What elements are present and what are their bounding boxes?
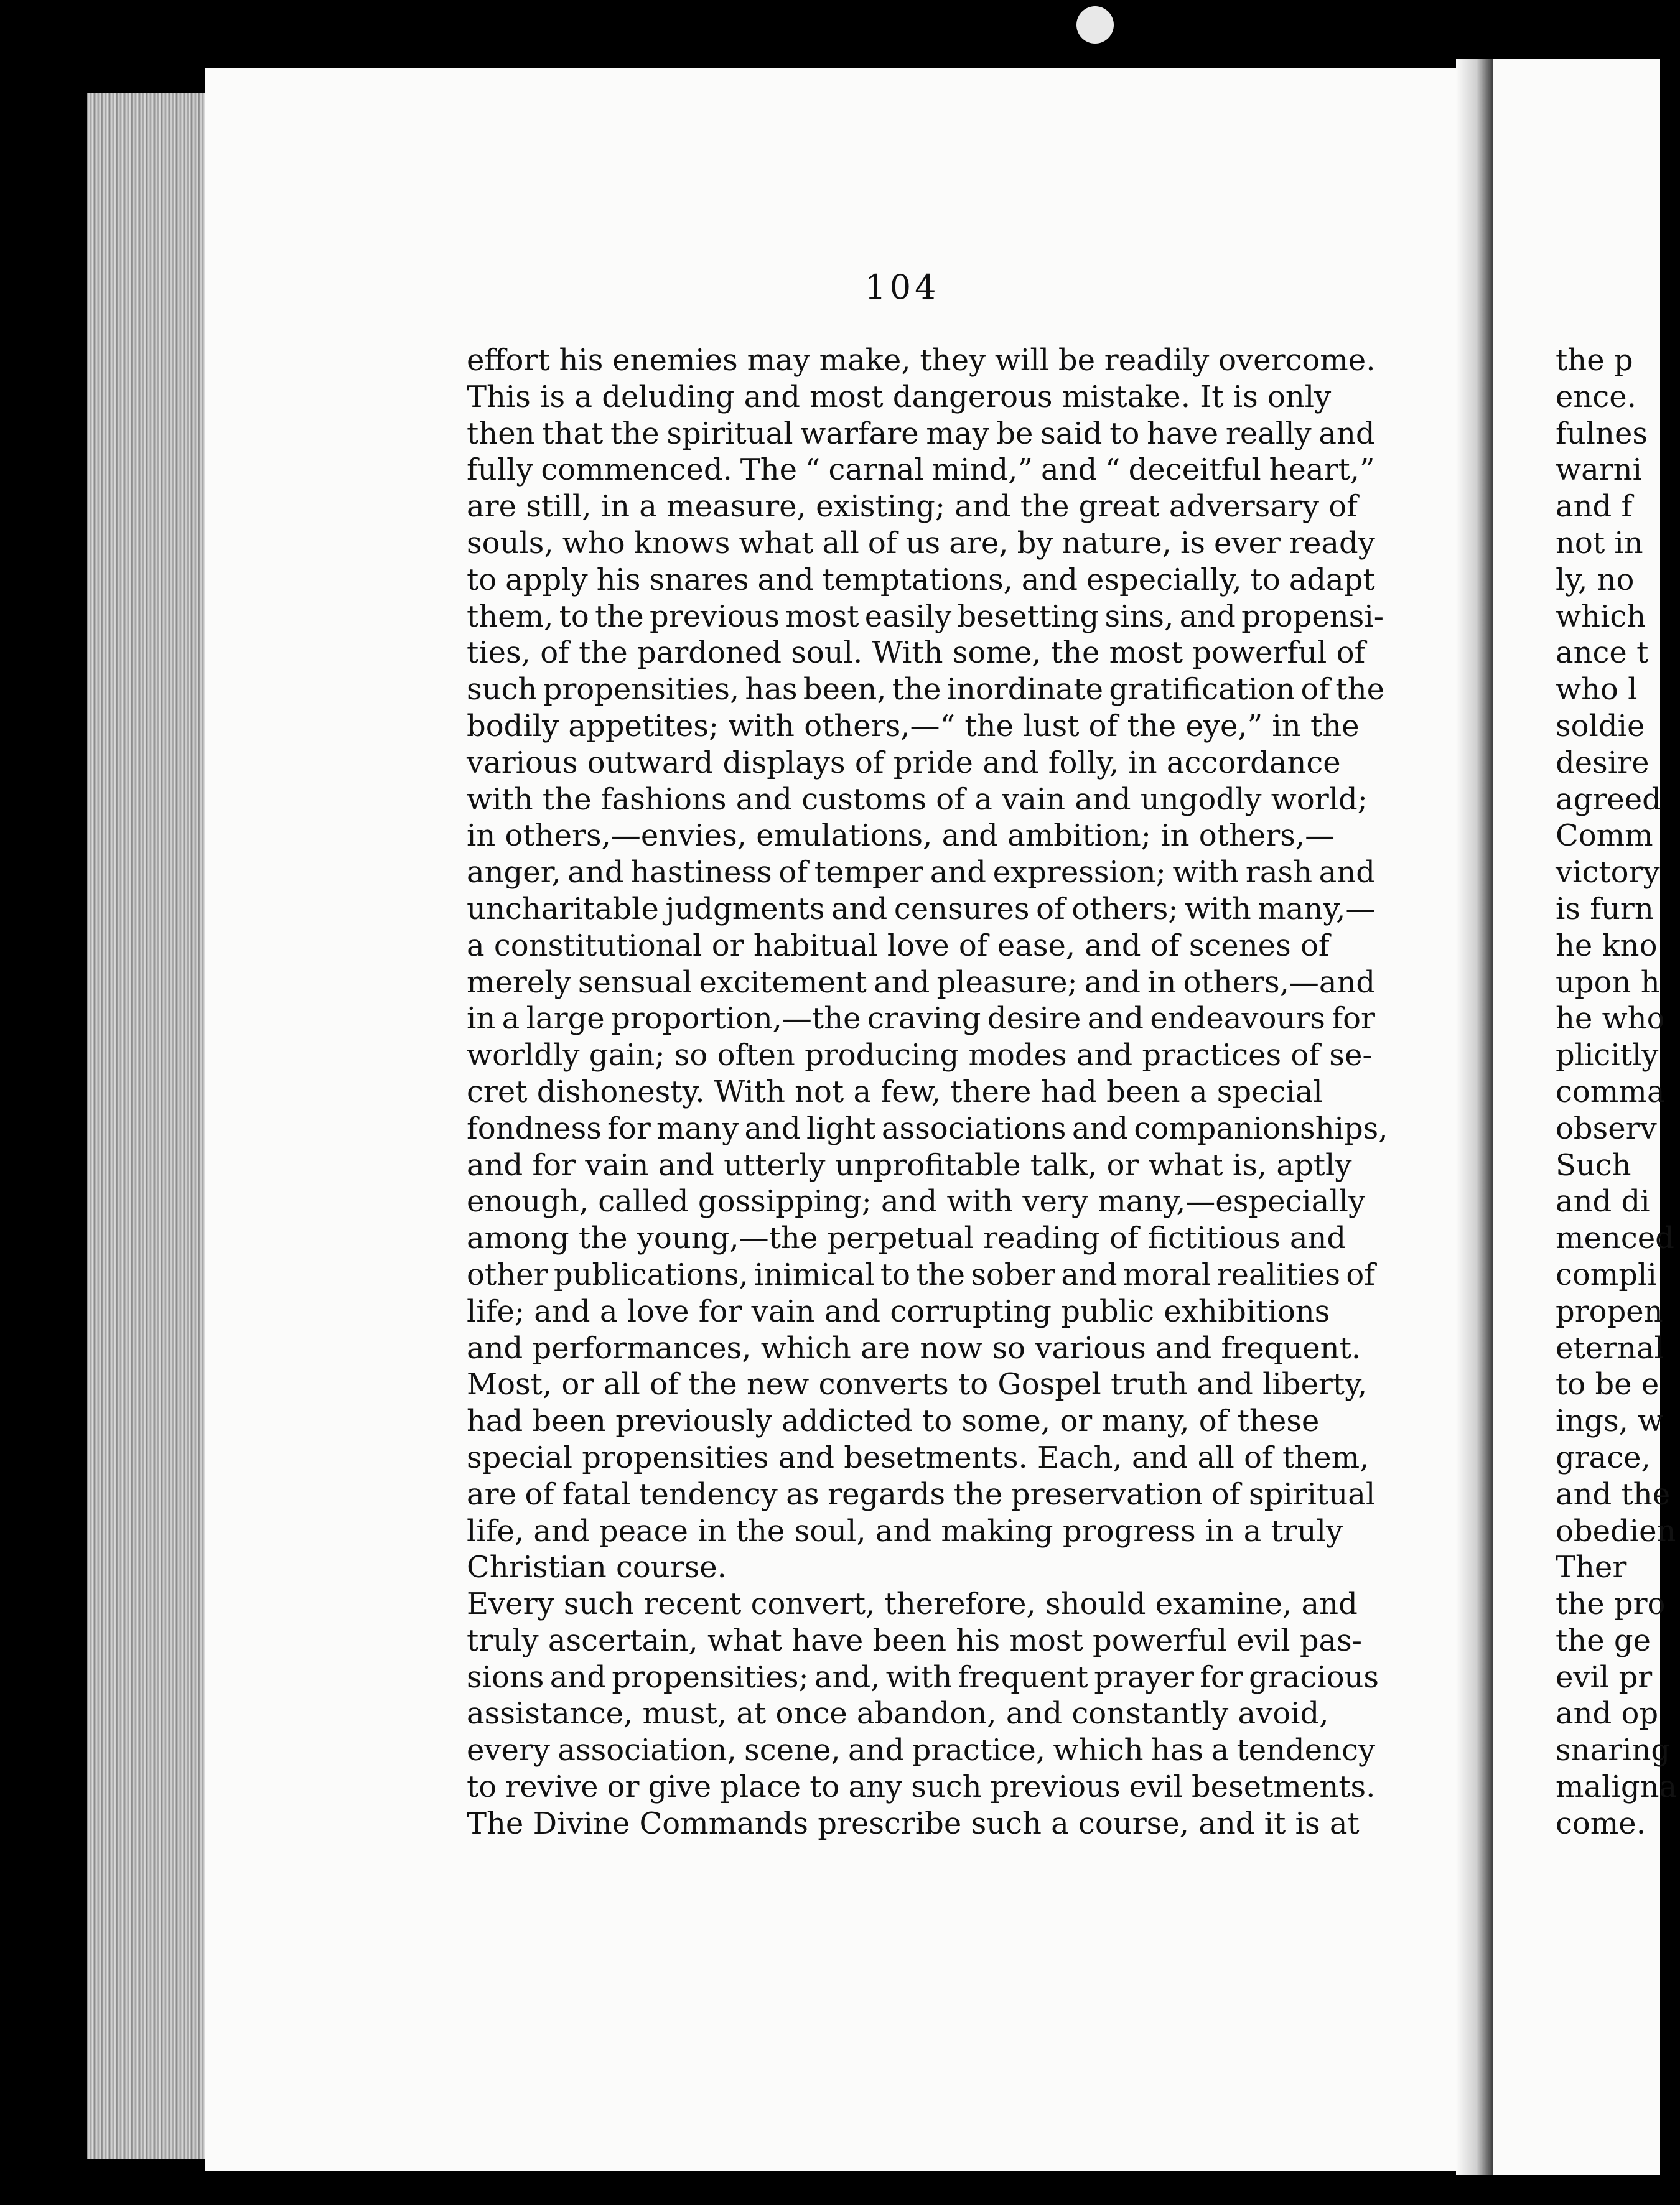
text-line: Most, or all of the new converts to Gospel truth and liberty, (467, 1367, 1368, 1402)
text-line: fully commenced. The “ carnal mind,” and “ deceitful heart,” (467, 452, 1375, 488)
book-gutter (1456, 59, 1493, 2175)
text-line: other publications, inimical to the sober and moral realities of (467, 1257, 1376, 1292)
text-line: and for vain and utterly unprofitable talk, or what is, aptly (467, 1147, 1352, 1183)
facing-text-line: observ (1556, 1111, 1657, 1146)
facing-text-line: Such (1556, 1147, 1631, 1183)
facing-text-line: the ge (1556, 1623, 1651, 1658)
text-line: in others,—envies, emulations, and ambition; in others,— (467, 818, 1335, 854)
facing-text-line: eternal (1556, 1330, 1664, 1366)
text-line: life; and a love for vain and corrupting public exhibitions (467, 1294, 1330, 1329)
text-line: This is a deluding and most dangerous mistake. It is only (467, 379, 1332, 414)
facing-text-line: propen (1556, 1294, 1663, 1329)
text-line: bodily appetites; with others,—“ the lust of the eye,” in the (467, 708, 1360, 744)
text-line: worldly gain; so often producing modes and practices of se- (467, 1038, 1373, 1073)
facing-text-line: ence. (1556, 379, 1636, 414)
facing-text-line: maligna (1556, 1769, 1678, 1805)
text-line: assistance, must, at once abandon, and constantly avoid, (467, 1696, 1329, 1732)
text-line: had been previously addicted to some, or many, of these (467, 1404, 1320, 1439)
facing-text-line: desire (1556, 745, 1650, 780)
facing-text-line: and f (1556, 489, 1633, 524)
facing-text-line: menced (1556, 1221, 1674, 1256)
facing-text-line: he kno (1556, 928, 1658, 963)
facing-text-line: come. (1556, 1806, 1646, 1841)
text-line: to revive or give place to any such previous evil besetments. (467, 1769, 1376, 1805)
facing-text-line: comma (1556, 1074, 1665, 1109)
text-line: truly ascertain, what have been his most powerful evil pas- (467, 1623, 1363, 1658)
facing-text-line: ly, no (1556, 562, 1635, 597)
facing-text-line: is furn (1556, 891, 1654, 926)
facing-text-line: plicitly (1556, 1038, 1659, 1073)
page-number: 104 (864, 268, 940, 307)
text-line: them, to the previous most easily besetting sins, and propensi- (467, 599, 1384, 634)
facing-text-line: Ther (1556, 1550, 1627, 1585)
facing-text-line: grace, (1556, 1440, 1651, 1475)
text-line: a constitutional or habitual love of ease, and of scenes of (467, 928, 1330, 963)
text-line: and performances, which are now so various and frequent. (467, 1330, 1361, 1366)
text-line: to apply his snares and temptations, and especially, to adapt (467, 562, 1375, 597)
text-line: Christian course. (467, 1550, 727, 1585)
facing-text-line: to be e (1556, 1367, 1659, 1402)
facing-text-line: the pro (1556, 1587, 1666, 1622)
facing-text-line: he who (1556, 1001, 1665, 1037)
text-line: effort his enemies may make, they will be readily overcome. (467, 343, 1376, 378)
facing-text-line: victory (1556, 855, 1660, 890)
facing-text-line: and di (1556, 1184, 1650, 1219)
facing-text-line: compli (1556, 1257, 1657, 1292)
facing-text-line: which (1556, 599, 1646, 634)
body-text (467, 342, 1388, 1842)
text-line: are still, in a measure, existing; and the great adversary of (467, 489, 1358, 524)
text-line: Every such recent convert, therefore, should examine, and (467, 1587, 1358, 1622)
text-line: fondness for many and light associations and companionships, (467, 1111, 1388, 1146)
text-line: among the young,—the perpetual reading of fictitious and (467, 1221, 1346, 1256)
text-line: souls, who knows what all of us are, by nature, is ever ready (467, 525, 1375, 561)
text-line: anger, and hastiness of temper and expression; with rash and (467, 855, 1375, 890)
text-line: with the fashions and customs of a vain and ungodly world; (467, 781, 1368, 817)
text-line: uncharitable judgments and censures of others; with many,— (467, 891, 1376, 926)
text-line: such propensities, has been, the inordinate gratification of the (467, 672, 1385, 707)
text-line: various outward displays of pride and folly, in accordance (467, 745, 1341, 780)
facing-text-line: evil pr (1556, 1659, 1653, 1695)
facing-text-line: agreed (1556, 781, 1661, 817)
facing-text-line: and op (1556, 1696, 1659, 1732)
facing-page-text (1556, 342, 1680, 1842)
text-line: sions and propensities; and, with frequent prayer for gracious (467, 1659, 1379, 1695)
facing-text-line: not in (1556, 525, 1643, 561)
facing-text-line: fulnes (1556, 416, 1648, 451)
paper-speck (1076, 6, 1114, 44)
facing-text-line: ings, w (1556, 1404, 1664, 1439)
page-edges (87, 93, 212, 2159)
facing-text-line: Comm (1556, 818, 1653, 854)
text-line: in a large proportion,—the craving desire and endeavours for (467, 1001, 1375, 1037)
text-line: life, and peace in the soul, and making progress in a truly (467, 1513, 1343, 1549)
text-line: every association, scene, and practice, which has a tendency (467, 1733, 1376, 1768)
facing-text-line: obedien (1556, 1513, 1676, 1549)
text-line: then that the spiritual warfare may be said to have really and (467, 416, 1375, 451)
facing-text-line: warni (1556, 452, 1642, 488)
facing-text-line: and the (1556, 1476, 1671, 1512)
text-line: ties, of the pardoned soul. With some, the most powerful of (467, 635, 1366, 671)
facing-text-line: upon h (1556, 964, 1660, 1000)
facing-text-line: who l (1556, 672, 1638, 707)
facing-text-line: snaring (1556, 1733, 1671, 1768)
text-line: merely sensual excitement and pleasure; and in others,—and (467, 964, 1376, 1000)
facing-text-line: ance t (1556, 635, 1649, 671)
text-line: are of fatal tendency as regards the preservation of spiritual (467, 1476, 1376, 1512)
facing-text-line: the p (1556, 343, 1633, 378)
text-line: The Divine Commands prescribe such a course, and it is at (467, 1806, 1360, 1841)
text-line: enough, called gossipping; and with very many,—especially (467, 1184, 1366, 1219)
facing-text-line: soldie (1556, 708, 1645, 744)
text-line: special propensities and besetments. Each, and all of them, (467, 1440, 1370, 1475)
text-line: cret dishonesty. With not a few, there had been a special (467, 1074, 1323, 1109)
